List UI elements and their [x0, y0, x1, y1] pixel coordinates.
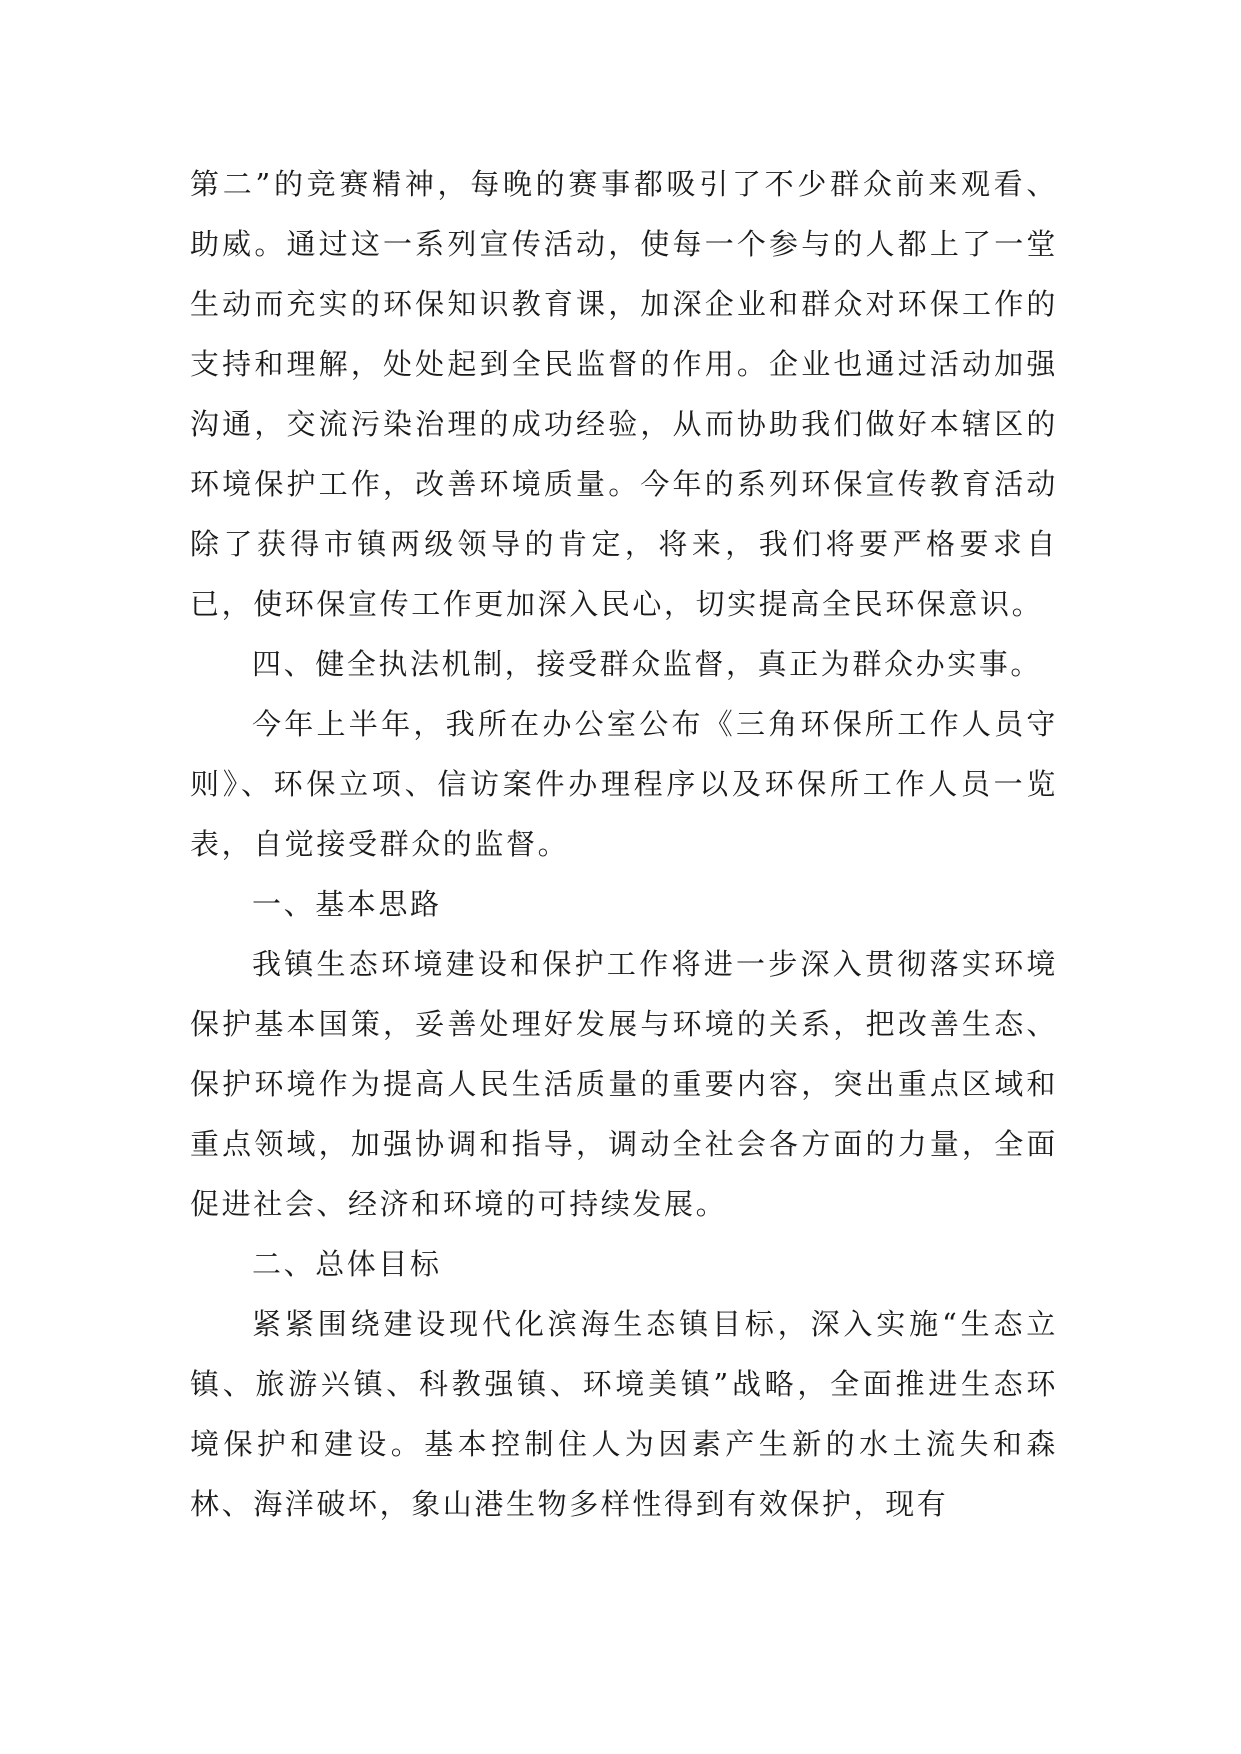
paragraph-office-disclosure: 今年上半年，我所在办公室公布《三角环保所工作人员守则》、环保立项、信访案件办理程序以及环保所工作人员一览表，自觉接受群众的监督。 — [190, 707, 1058, 861]
heading-basic-approach: 一、基本思路 — [252, 887, 442, 921]
paragraph-basic-approach: 我镇生态环境建设和保护工作将进一步深入贯彻落实环境保护基本国策，妥善处理好发展与环境的关系，把改善生态、保护环境作为提高人民生活质量的重要内容，突出重点区域和重点领域，加强协调和指导，调动全社会各方面的力量，全面促进社会、经济和环境的可持续发展。 — [190, 947, 1058, 1221]
section-heading-four: 四、健全执法机制，接受群众监督，真正为群众办实事。 — [252, 647, 1043, 681]
paragraph-continuation: 第二”的竞赛精神，每晚的赛事都吸引了不少群众前来观看、助威。通过这一系列宣传活动，使每一个参与的人都上了一堂生动而充实的环保知识教育课，加深企业和群众对环保工作的支持和理解，处处起到全民监督的作用。企业也通过活动加强沟通，交流污染治理的成功经验，从而协助我们做好本辖区的环境保护工作，改善环境质量。今年的系列环保宣传教育活动除了获得市镇两级领导的肯定，将来，我们将要严格要求自已，使环保宣传工作更加深入民心，切实提高全民环保意识。 — [190, 167, 1058, 621]
document-body — [190, 154, 1058, 1534]
heading-overall-goal: 二、总体目标 — [252, 1247, 442, 1281]
paragraph-overall-goal: 紧紧围绕建设现代化滨海生态镇目标，深入实施“生态立镇、旅游兴镇、科教强镇、环境美镇”战略，全面推进生态环境保护和建设。基本控制住人为因素产生新的水土流失和森林、海洋破坏，象山港生物多样性得到有效保护，现有 — [190, 1307, 1058, 1521]
